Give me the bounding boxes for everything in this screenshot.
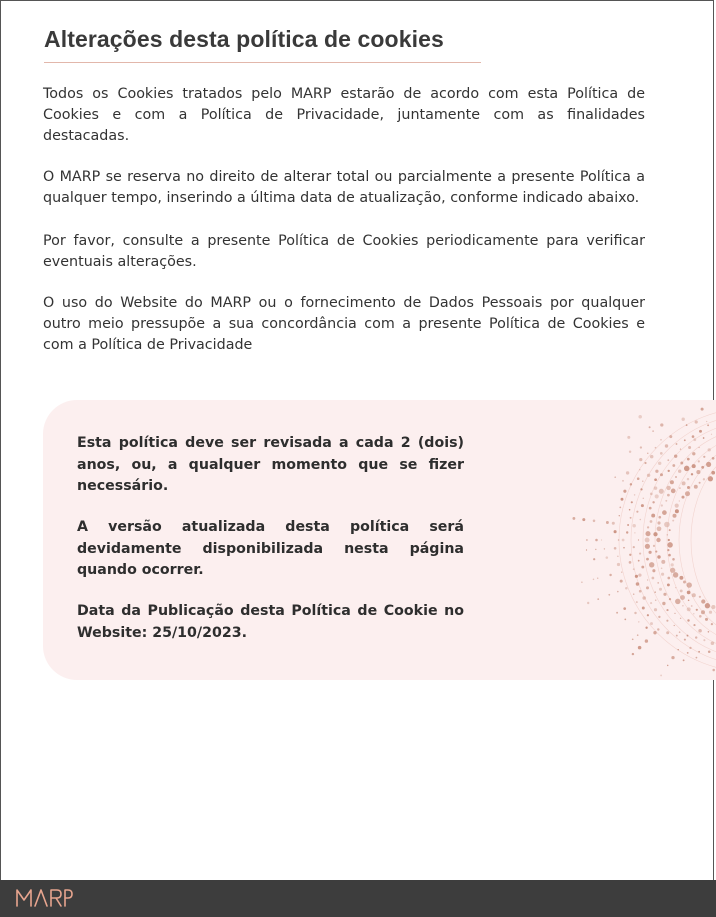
paragraph-consult-periodically: Por favor, consulte a presente Política de Cookies periodicamente para verificar eventuais alterações.	[43, 233, 645, 270]
page-footer	[0, 880, 716, 917]
dotted-globe-decoration	[516, 400, 716, 680]
note-publication-date: Data da Publicação desta Política de Cookie no Website: 25/10/2023.	[77, 603, 464, 641]
paragraph-right-to-change: O MARP se reserva no direito de alterar total ou parcialmente a presente Política a qualquer tempo, inserindo a última data de atualização, conforme indicado abaixo.	[43, 169, 645, 206]
revision-note-box	[43, 400, 716, 680]
page-title: Alterações desta política de cookies	[44, 26, 444, 52]
marp-logo-icon	[15, 884, 73, 910]
note-revision-period: Esta política deve ser revisada a cada 2 (dois) anos, ou, a qualquer momento que se fizer necessário.	[77, 435, 464, 494]
paragraph-consent: O uso do Website do MARP ou o fornecimento de Dados Pessoais por qualquer outro meio pressupõe a sua concordância com a presente Política de Cookies e com a Política de Privacidade	[43, 295, 645, 353]
title-underline	[44, 62, 481, 63]
paragraph-cookies-compliance: Todos os Cookies tratados pelo MARP estarão de acordo com esta Política de Cookies e com a Política de Privacidade, juntamente com as finalidades destacadas.	[43, 86, 645, 144]
note-updated-version: A versão atualizada desta política será devidamente disponibilizada nesta página quando ocorrer.	[77, 519, 464, 578]
